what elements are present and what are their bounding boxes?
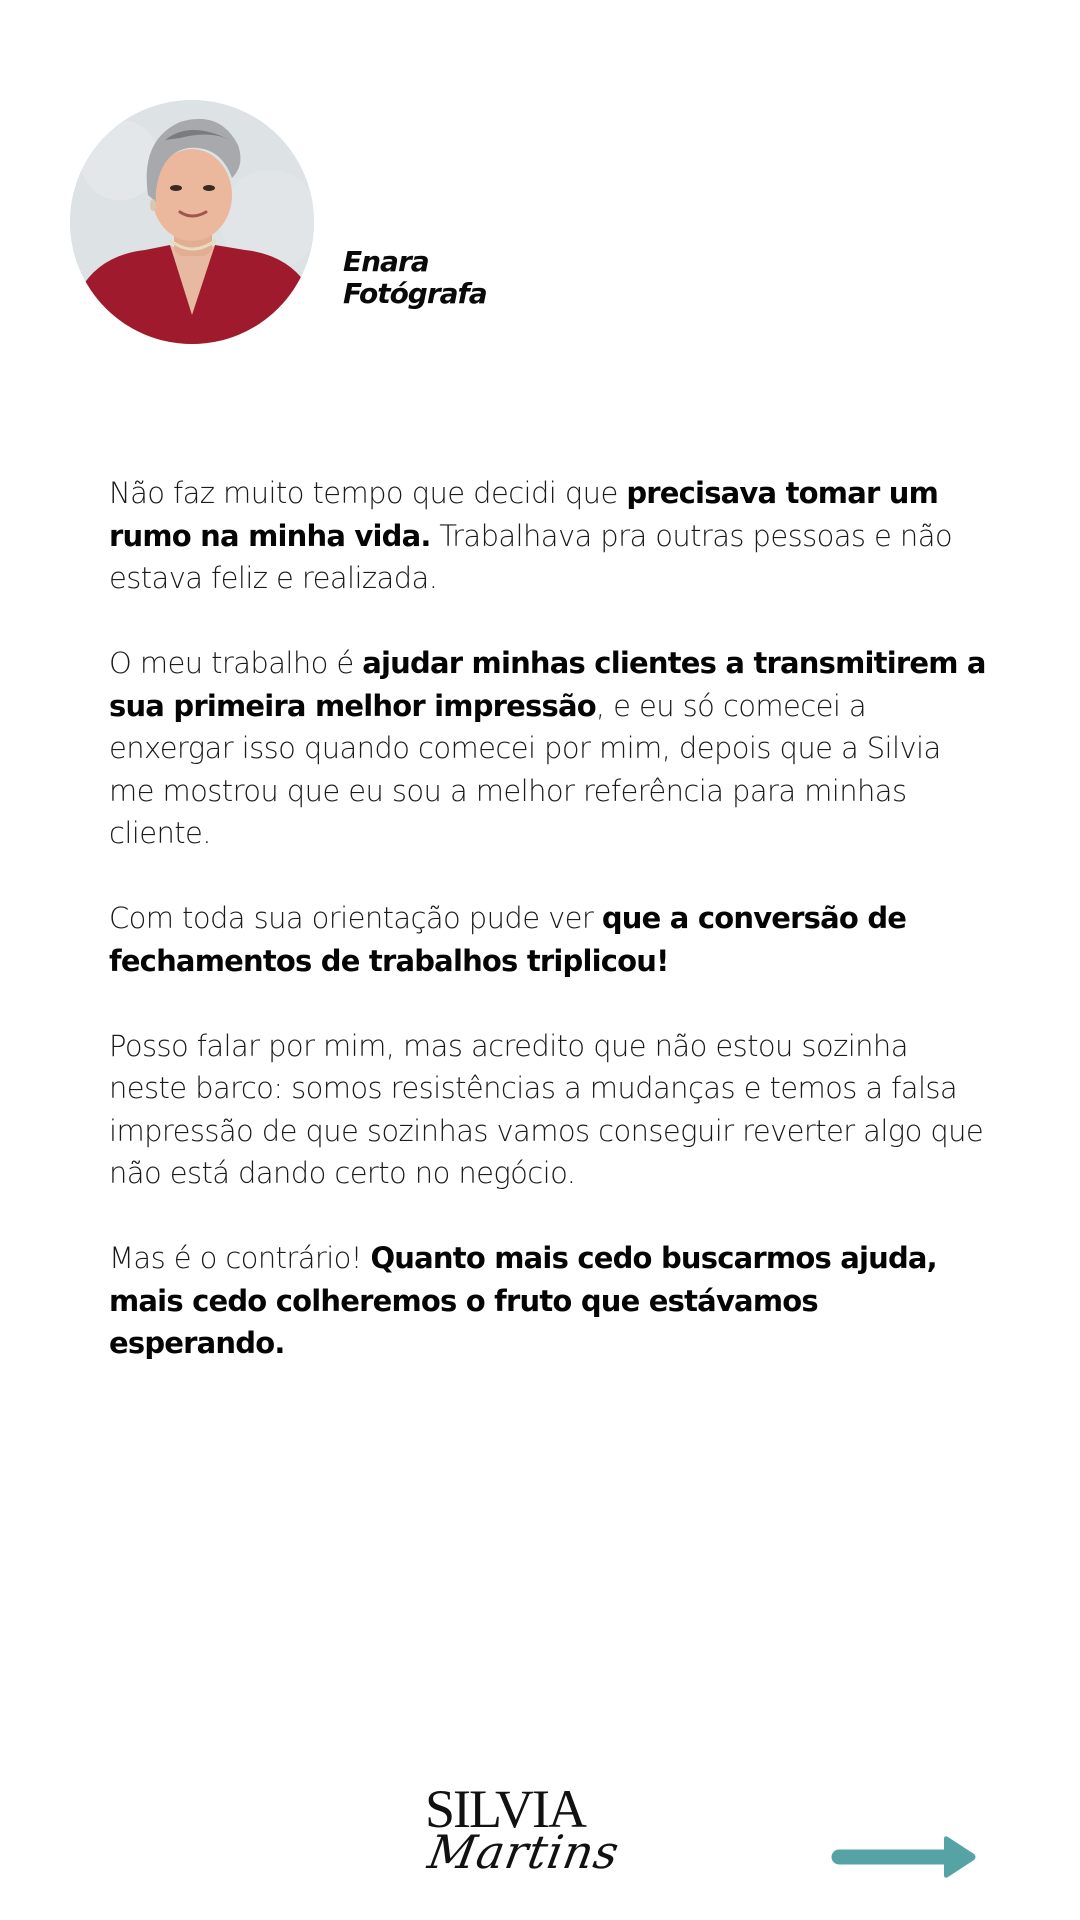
testimonial-paragraph-4 (109, 1025, 989, 1195)
text-segment: Posso falar por mim, mas acredito que não estou sozinha neste barco: somos resistências a mudanças e temos a falsa impressão de que sozinhas vamos conseguir reverter algo que não está dando certo no negócio. (109, 1028, 984, 1190)
brand-logo (424, 1779, 624, 1882)
author-name: Enara (343, 245, 429, 278)
author-info (343, 246, 487, 310)
text-segment: Não faz muito tempo que decidi que (109, 476, 627, 510)
text-segment: O meu trabalho é (109, 646, 363, 680)
arrow-right-icon (830, 1832, 980, 1882)
text-segment: , e eu só comecei a enxergar isso quando comecei por mim, depois que a Silvia me mostrou que eu sou a melhor referência para minhas cliente. (109, 688, 941, 850)
highlight-segment: Quanto mais cedo buscarmos ajuda, mais cedo colheremos o fruto que estávamos esperando. (109, 1241, 937, 1360)
testimonial-paragraph-5 (109, 1237, 989, 1365)
testimonial-text (109, 472, 989, 1407)
testimonial-paragraph-3 (109, 897, 989, 982)
highlight-segment: ajudar minhas clientes a transmitirem a sua primeira melhor impressão (109, 646, 986, 723)
brand-logo-last-name: Martins (424, 1825, 624, 1879)
testimonial-paragraph-2 (109, 642, 989, 855)
next-button[interactable] (830, 1832, 980, 1882)
testimonial-paragraph-1 (109, 472, 989, 600)
highlight-segment: que a conversão de fechamentos de trabalhos triplicou! (109, 901, 907, 978)
portrait-image (70, 100, 314, 344)
text-segment: Mas é o contrário! (109, 1241, 371, 1275)
text-segment: Trabalhava pra outras pessoas e não estava feliz e realizada. (109, 518, 953, 595)
highlight-segment: precisava tomar um rumo na minha vida. (109, 476, 939, 553)
author-avatar (70, 100, 314, 344)
text-segment: Com toda sua orientação pude ver (109, 901, 602, 935)
brand-logo-first-name: SILVIA (425, 1779, 586, 1839)
author-role: Fotógrafa (343, 277, 487, 310)
